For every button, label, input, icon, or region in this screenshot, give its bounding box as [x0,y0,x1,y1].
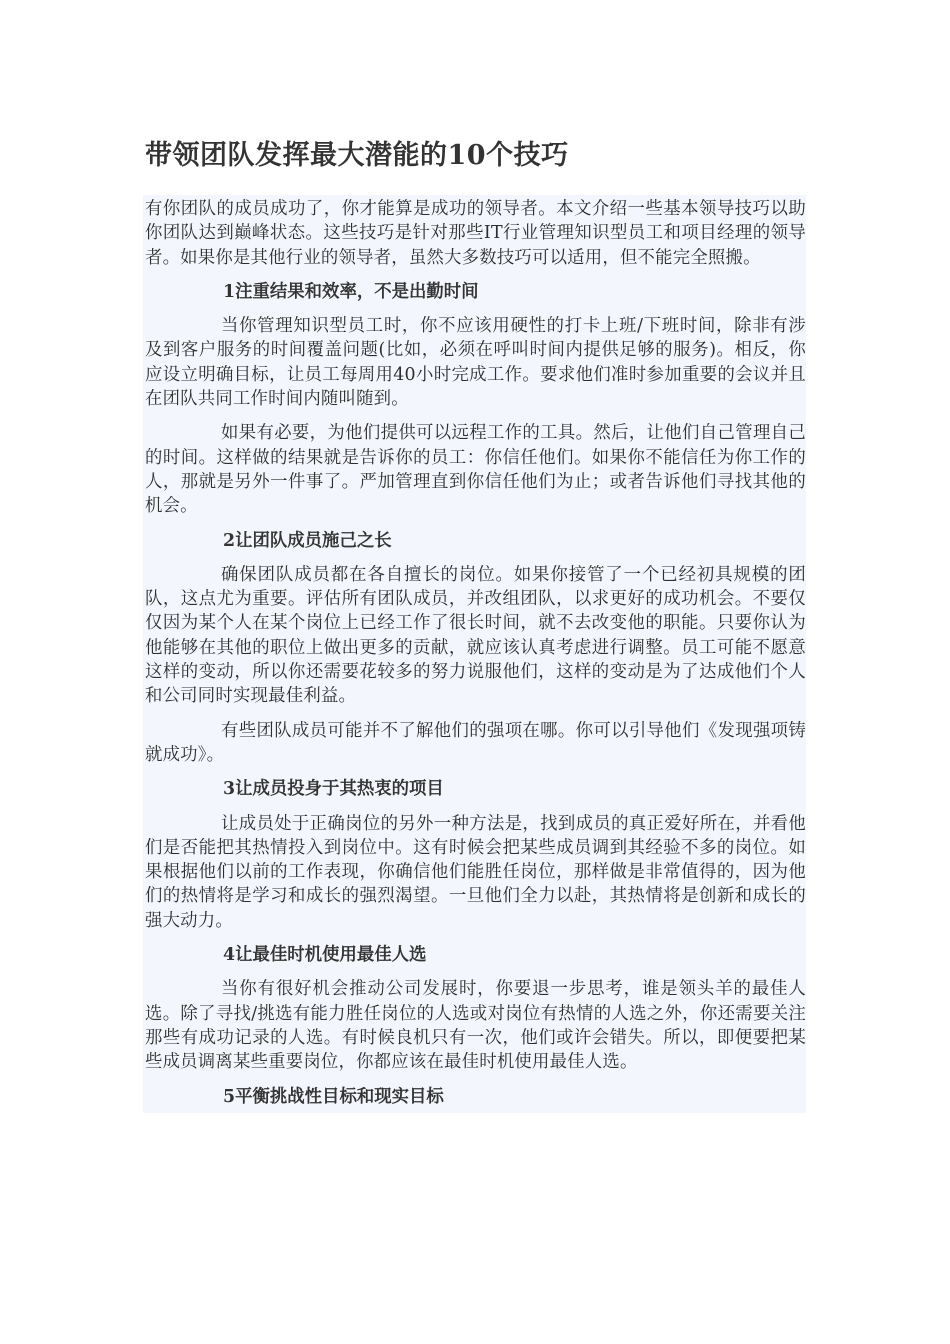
section-heading-4: 4让最佳时机使用最佳人选 [223,945,427,966]
section-1-paragraph-2: 如果有必要，为他们提供可以远程工作的工具。然后，让他们自己管理自己的时间。这样做的结果就是告诉你的员工：你信任他们。如果你不能信任为你工作的人，那就是另外一件事了。严加管理直到你信任他们为止；或者告诉他们寻找其他的机会。 [145,423,806,517]
section-heading-2: 2让团队成员施己之长 [223,530,392,551]
article-body [143,195,806,1113]
document-title: 带领团队发挥最大潜能的10个技巧 [145,140,569,171]
section-4-paragraph-1: 当你有很好机会推动公司发展时，你要退一步思考，谁是领头羊的最佳人选。除了寻找/挑选有能力胜任岗位的人选或对岗位有热情的人选之外，你还需要关注那些有成功记录的人选。有时候良机只有一次，他们或许会错失。所以，即便要把某些成员调离某些重要岗位，你都应该在最佳时机使用最佳人选。 [145,979,806,1073]
section-heading-5: 5平衡挑战性目标和现实目标 [223,1086,444,1107]
section-heading-3: 3让成员投身于其热衷的项目 [223,779,444,800]
intro-paragraph: 有你团队的成员成功了，你才能算是成功的领导者。本文介绍一些基本领导技巧以助你团队达到巅峰状态。这些技巧是针对那些IT行业管理知识型员工和项目经理的领导者。如果你是其他行业的领导者，虽然大多数技巧可以适用，但不能完全照搬。 [145,199,806,268]
section-1-paragraph-1: 当你管理知识型员工时，你不应该用硬性的打卡上班/下班时间，除非有涉及到客户服务的时间覆盖问题(比如，必须在呼叫时间内提供足够的服务)。相反，你应设立明确目标，让员工每周用40小时完成工作。要求他们准时参加重要的会议并且在团队共同工作时间内随叫随到。 [145,316,806,410]
section-heading-1: 1注重结果和效率，不是出勤时间 [223,281,479,302]
section-3-paragraph-1: 让成员处于正确岗位的另外一种方法是，找到成员的真正爱好所在，并看他们是否能把其热情投入到岗位中。这有时候会把某些成员调到其经验不多的岗位。如果根据他们以前的工作表现，你确信他们能胜任岗位，那样做是非常值得的，因为他们的热情将是学习和成长的强烈渴望。一旦他们全力以赴，其热情将是创新和成长的强大动力。 [145,813,806,931]
section-2-paragraph-2: 有些团队成员可能并不了解他们的强项在哪。你可以引导他们《发现强项铸就成功》。 [145,720,806,765]
section-2-paragraph-1: 确保团队成员都在各自擅长的岗位。如果你接管了一个已经初具规模的团队，这点尤为重要。评估所有团队成员，并改组团队，以求更好的成功机会。不要仅仅因为某个人在某个岗位上已经工作了很长时间，就不去改变他的职能。只要你认为他能够在其他的职位上做出更多的贡献，就应该认真考虑进行调整。员工可能不愿意这样的变动，所以你还需要花较多的努力说服他们，这样的变动是为了达成他们个人和公司同时实现最佳利益。 [145,564,806,707]
